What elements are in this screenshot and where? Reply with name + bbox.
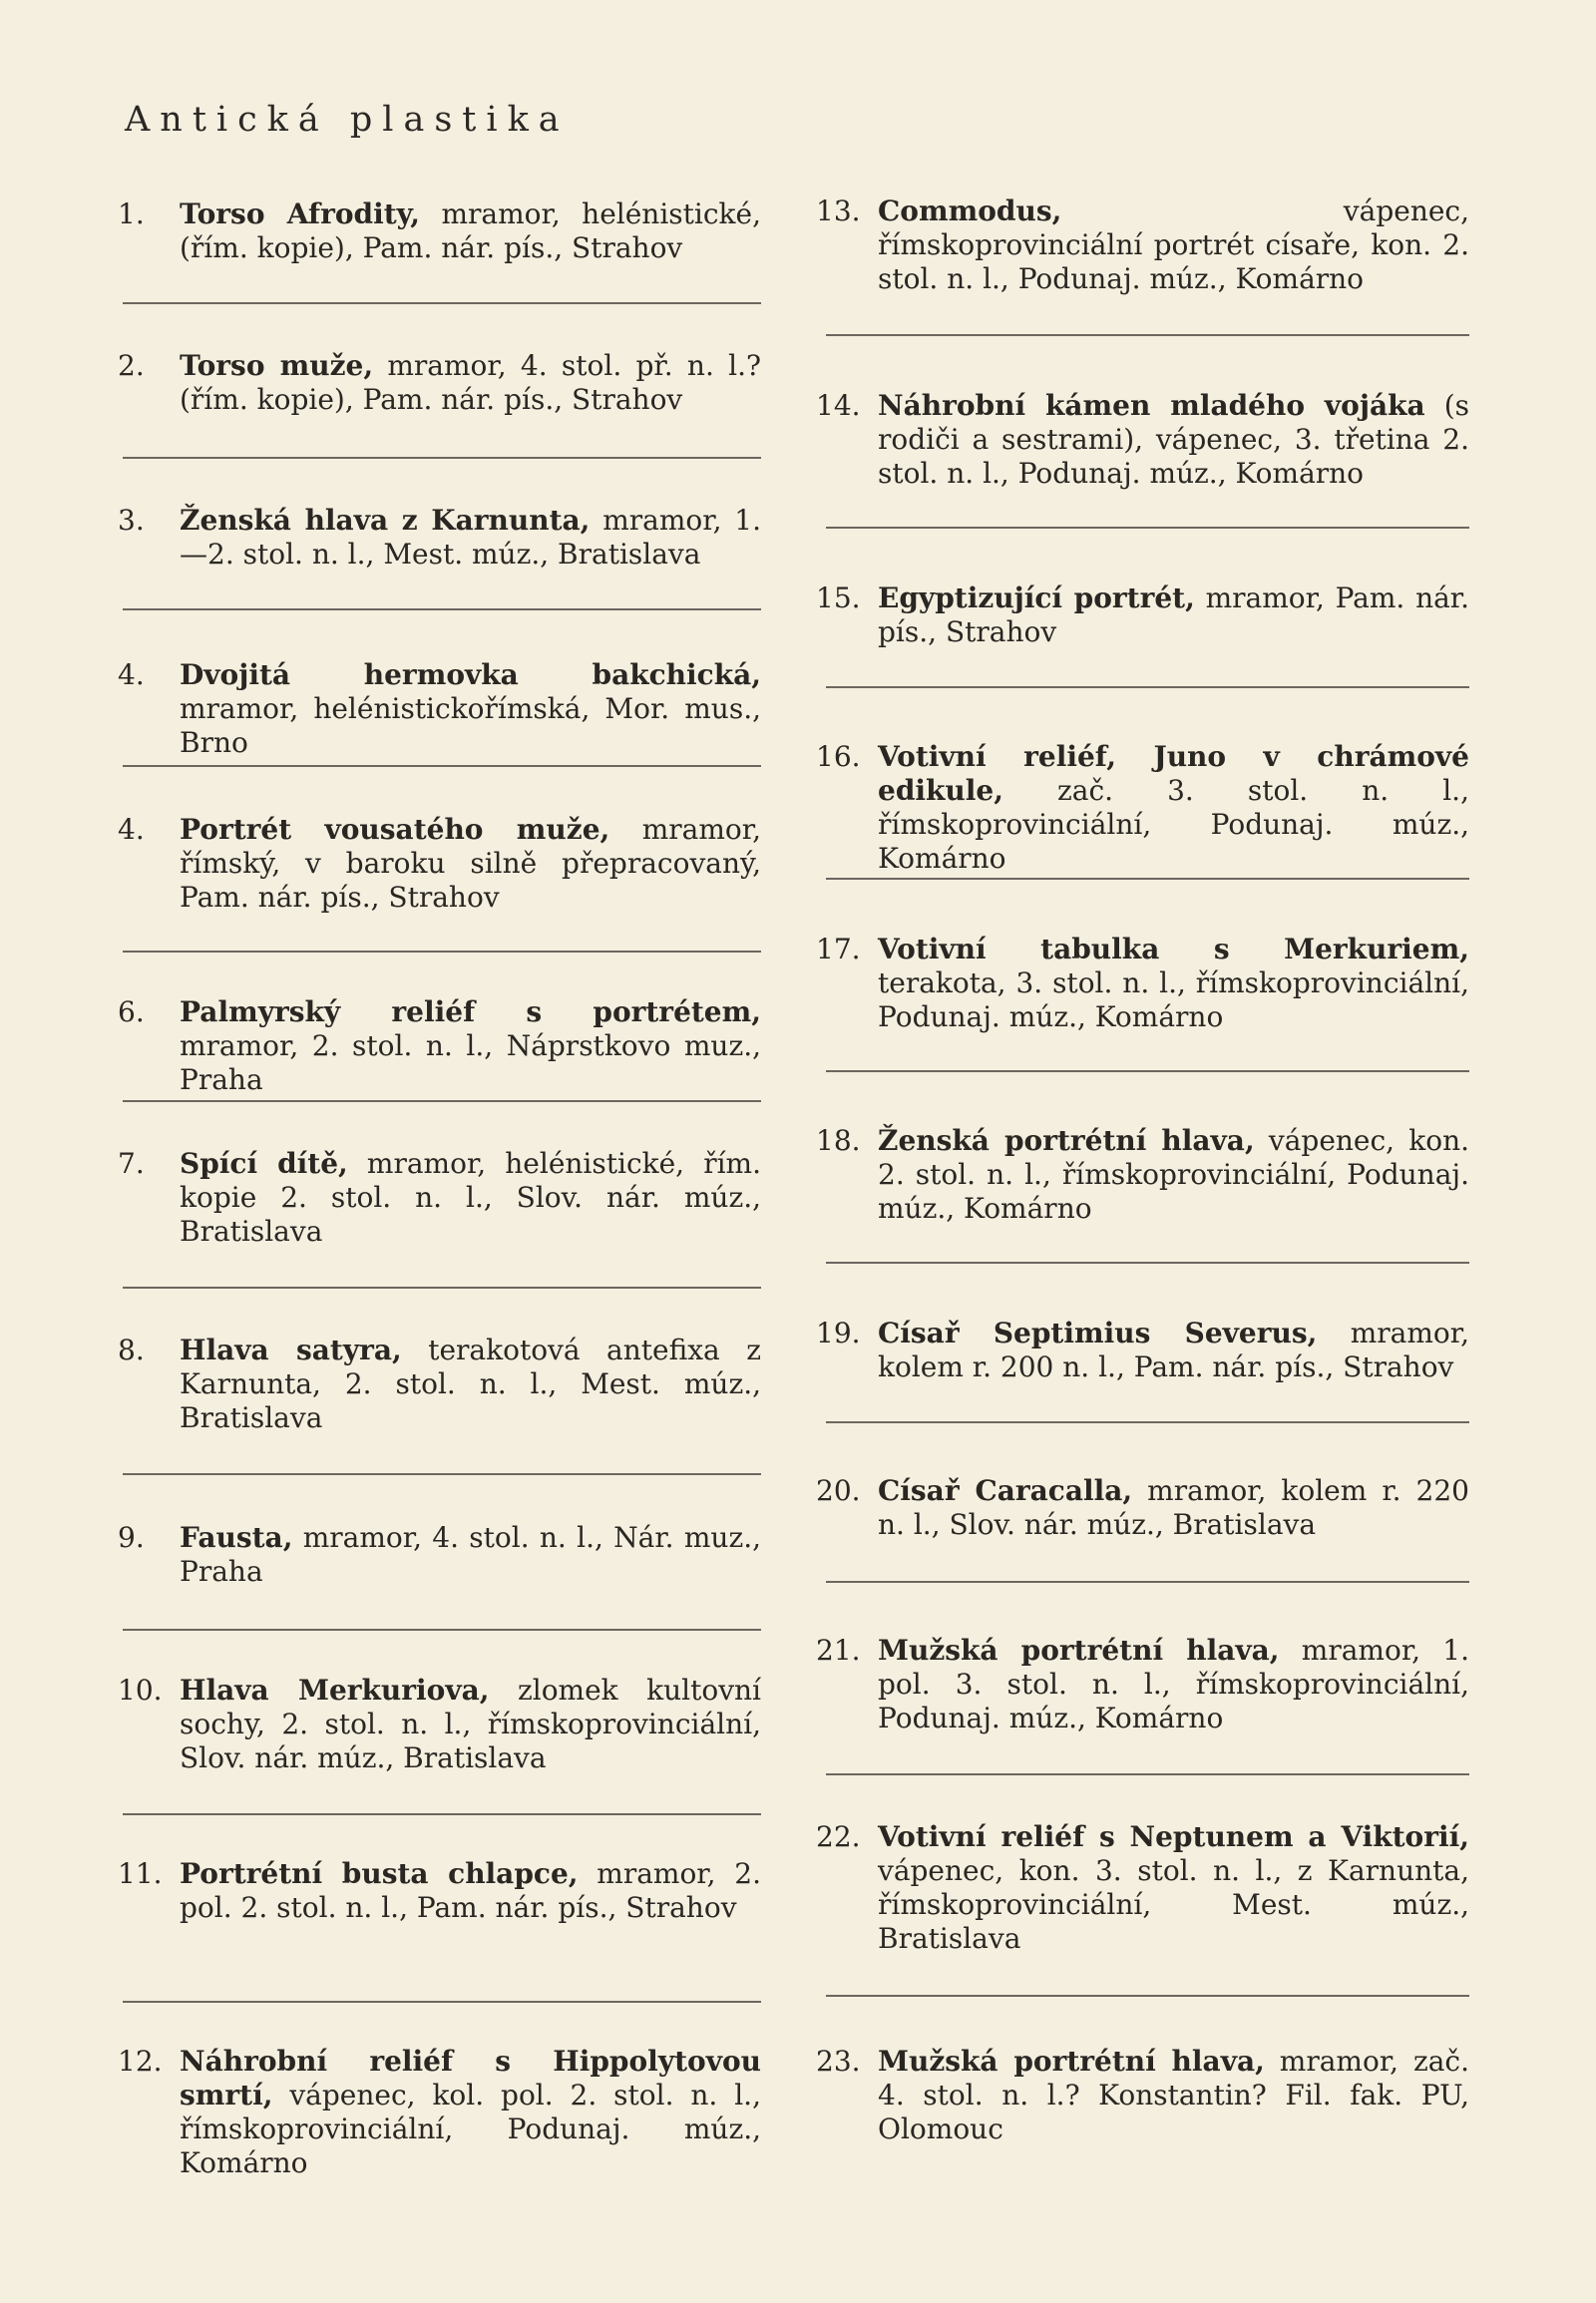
entry-details: vápenec, kol. pol. 2. stol. n. l., římskoprovinciální, Podunaj. múz., Komárno bbox=[180, 2079, 761, 2179]
entry-details: mramor, Pam. nár. pís., Strahov bbox=[878, 581, 1470, 648]
entry-title: Egyptizující portrét, bbox=[878, 581, 1195, 614]
entry-number: 6. bbox=[118, 995, 145, 1028]
catalog-entry bbox=[118, 197, 761, 265]
entry-title: Mužská portrétní hlava, bbox=[878, 2045, 1265, 2078]
entry-title: Votivní reliéf, Juno v chrámové edikule, bbox=[878, 740, 1469, 807]
divider bbox=[123, 608, 761, 610]
catalog-entry bbox=[816, 194, 1469, 296]
entry-details: zlomek kultovní sochy, 2. stol. n. l., římskoprovinciální, Slov. nár. múz., Bratislava bbox=[180, 1674, 761, 1774]
entry-title: Torso muže, bbox=[180, 349, 374, 382]
entry-number: 22. bbox=[816, 1820, 861, 1853]
divider bbox=[826, 1421, 1469, 1423]
divider bbox=[826, 1262, 1469, 1264]
entry-title: Náhrobní kámen mladého vojáka bbox=[878, 389, 1425, 422]
entry-title: Císař Caracalla, bbox=[878, 1474, 1133, 1507]
divider bbox=[123, 457, 761, 459]
catalog-entry bbox=[816, 1634, 1469, 1735]
catalog-entry bbox=[118, 1521, 761, 1589]
entry-title: Fausta, bbox=[180, 1521, 293, 1554]
entry-title: Hlava satyra, bbox=[180, 1334, 402, 1366]
divider bbox=[123, 1287, 761, 1289]
entry-details: (s rodiči a sestrami), vápenec, 3. třetina 2. stol. n. l., Podunaj. múz., Komárno bbox=[878, 389, 1469, 490]
entry-details: zač. 3. stol. n. l., římskoprovinciální, Podunaj. múz., Komárno bbox=[878, 774, 1469, 875]
entry-title: Císař Septimius Severus, bbox=[878, 1317, 1318, 1349]
catalog-entry bbox=[118, 349, 761, 417]
entry-details: mramor, 2. pol. 2. stol. n. l., Pam. nár. pís., Strahov bbox=[180, 1857, 761, 1924]
entry-number: 23. bbox=[816, 2045, 861, 2078]
entry-details: mramor, zač. 4. stol. n. l.? Konstantin? Fil. fak. PU, Olomouc bbox=[878, 2045, 1469, 2145]
catalog-entry bbox=[816, 1474, 1469, 1542]
divider bbox=[826, 334, 1469, 336]
catalog-entry bbox=[816, 1317, 1469, 1384]
entry-number: 2. bbox=[118, 349, 145, 382]
catalog-entry bbox=[816, 389, 1469, 491]
entry-number: 14. bbox=[816, 389, 861, 422]
entry-details: mramor, 1. pol. 3. stol. n. l., římskoprovinciální, Podunaj. múz., Komárno bbox=[878, 1634, 1469, 1734]
entry-details: mramor, kolem r. 220 n. l., Slov. nár. múz., Bratislava bbox=[878, 1474, 1469, 1541]
entry-number: 10. bbox=[118, 1674, 163, 1707]
entry-title: Commodus, bbox=[878, 194, 1062, 227]
entry-details: mramor, 1.—2. stol. n. l., Mest. múz., Bratislava bbox=[180, 504, 761, 571]
catalog-entry bbox=[816, 581, 1469, 649]
entry-title: Hlava Merkuriova, bbox=[180, 1674, 490, 1707]
entry-number: 17. bbox=[816, 933, 861, 965]
divider bbox=[123, 302, 761, 304]
divider bbox=[826, 527, 1469, 529]
entry-title: Ženská hlava z Karnunta, bbox=[180, 504, 591, 537]
divider bbox=[123, 1629, 761, 1631]
entry-title: Portrétní busta chlapce, bbox=[180, 1857, 579, 1890]
catalog-entry bbox=[816, 1820, 1469, 1956]
divider bbox=[826, 686, 1469, 688]
divider bbox=[826, 1995, 1469, 1997]
entry-number: 21. bbox=[816, 1634, 861, 1667]
entry-title: Mužská portrétní hlava, bbox=[878, 1634, 1280, 1667]
catalog-entry bbox=[816, 2045, 1469, 2146]
entry-number: 18. bbox=[816, 1124, 861, 1157]
divider bbox=[826, 1581, 1469, 1583]
divider bbox=[826, 1070, 1469, 1072]
entry-title: Torso Afrodity, bbox=[180, 197, 420, 230]
entry-details: mramor, helénistickořímská, Mor. mus., Brno bbox=[180, 692, 761, 759]
entry-title: Dvojitá hermovka bakchická, bbox=[180, 658, 761, 691]
entry-details: mramor, kolem r. 200 n. l., Pam. nár. pís., Strahov bbox=[878, 1317, 1469, 1383]
entry-details: mramor, helénistické, řím. kopie 2. stol. n. l., Slov. nár. múz., Bratislava bbox=[180, 1147, 761, 1248]
divider bbox=[123, 2001, 761, 2003]
entry-details: mramor, helénistické, (řím. kopie), Pam. nár. pís., Strahov bbox=[180, 197, 761, 264]
entry-title: Spící dítě, bbox=[180, 1147, 348, 1180]
divider bbox=[123, 765, 761, 767]
divider bbox=[123, 1100, 761, 1102]
entry-number: 16. bbox=[816, 740, 861, 773]
entry-details: mramor, 4. stol. př. n. l.? (řím. kopie), Pam. nár. pís., Strahov bbox=[180, 349, 761, 416]
catalog-entry bbox=[118, 658, 761, 760]
entry-title: Portrét vousatého muže, bbox=[180, 813, 610, 846]
entry-title: Palmyrský reliéf s portrétem, bbox=[180, 995, 761, 1028]
entry-title: Ženská portrétní hlava, bbox=[878, 1124, 1255, 1157]
entry-number: 8. bbox=[118, 1334, 145, 1366]
entry-number: 20. bbox=[816, 1474, 861, 1507]
catalog-entry bbox=[118, 1857, 761, 1925]
entry-number: 11. bbox=[118, 1857, 163, 1890]
entry-number: 4. bbox=[118, 813, 145, 846]
catalog-entry bbox=[118, 1334, 761, 1435]
entry-details: mramor, římský, v baroku silně přepracovaný, Pam. nár. pís., Strahov bbox=[180, 813, 761, 914]
divider bbox=[123, 1813, 761, 1815]
entry-number: 19. bbox=[816, 1317, 861, 1349]
entry-title: Votivní tabulka s Merkuriem, bbox=[878, 933, 1469, 965]
entry-number: 7. bbox=[118, 1147, 145, 1180]
entry-details: vápenec, kon. 2. stol. n. l., římskoprovinciální, Podunaj. múz., Komárno bbox=[878, 1124, 1469, 1225]
entry-details: terakota, 3. stol. n. l., římskoprovinciální, Podunaj. múz., Komárno bbox=[878, 966, 1469, 1033]
divider bbox=[826, 1773, 1469, 1775]
entry-number: 3. bbox=[118, 504, 145, 537]
entry-number: 4. bbox=[118, 658, 145, 691]
entry-number: 9. bbox=[118, 1521, 145, 1554]
entry-number: 13. bbox=[816, 194, 861, 227]
catalog-entry bbox=[118, 1674, 761, 1775]
divider bbox=[826, 878, 1469, 880]
catalog-entry bbox=[816, 1124, 1469, 1226]
catalog-entry bbox=[118, 1147, 761, 1249]
catalog-entry bbox=[816, 933, 1469, 1034]
entry-number: 15. bbox=[816, 581, 861, 614]
catalog-entry bbox=[118, 504, 761, 572]
catalog-entry bbox=[118, 2045, 761, 2180]
entry-title: Náhrobní reliéf s Hippolytovou smrtí, bbox=[180, 2045, 761, 2111]
divider bbox=[123, 951, 761, 953]
entry-details: mramor, 2. stol. n. l., Náprstkovo muz., Praha bbox=[180, 1029, 761, 1096]
catalog-entry bbox=[118, 813, 761, 915]
entry-number: 12. bbox=[118, 2045, 163, 2078]
catalog-entry bbox=[816, 740, 1469, 876]
entry-details: terakotová antefixa z Karnunta, 2. stol. n. l., Mest. múz., Bratislava bbox=[180, 1334, 761, 1434]
page-title: Antická plastika bbox=[125, 100, 570, 140]
divider bbox=[123, 1473, 761, 1475]
entry-details: vápenec, kon. 3. stol. n. l., z Karnunta, římskoprovinciální, Mest. múz., Bratislava bbox=[878, 1854, 1469, 1955]
entry-details: mramor, 4. stol. n. l., Nár. muz., Praha bbox=[180, 1521, 761, 1588]
entry-details: vápenec, římskoprovinciální portrét císaře, kon. 2. stol. n. l., Podunaj. múz., Komárno bbox=[878, 194, 1469, 295]
entry-number: 1. bbox=[118, 197, 145, 230]
entry-title: Votivní reliéf s Neptunem a Viktorií, bbox=[878, 1820, 1469, 1853]
catalog-entry bbox=[118, 995, 761, 1097]
